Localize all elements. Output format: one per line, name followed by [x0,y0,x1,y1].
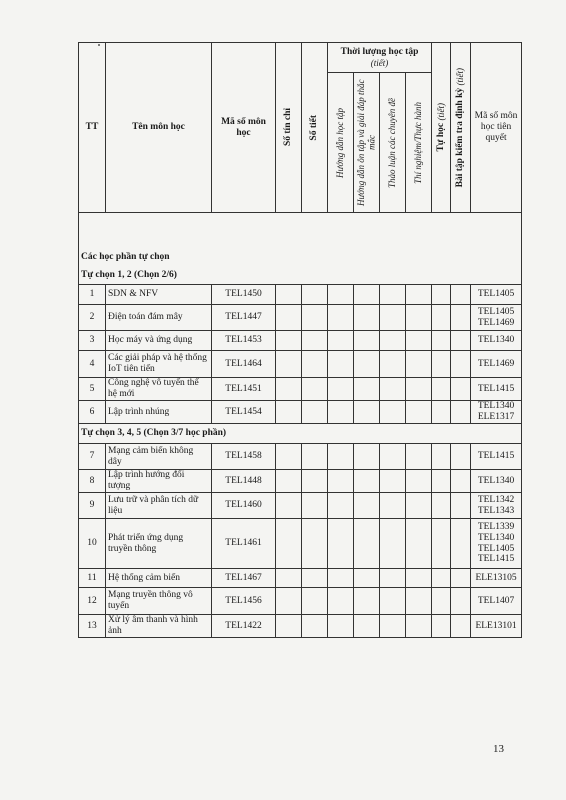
row-empty-cell [354,569,380,588]
row-course-code: TEL1448 [212,470,276,493]
row-empty-cell [328,378,354,401]
row-empty-cell [406,305,432,331]
row-empty-cell [328,493,354,519]
header-review: Hướng dẫn ôn tập và giải đáp thắc mắc [354,73,380,213]
row-empty-cell [451,470,471,493]
row-prereq: TEL1407 [471,588,522,615]
row-tt: 2 [79,305,106,331]
table-row [79,493,522,519]
row-empty-cell [276,569,302,588]
row-empty-cell [276,401,302,424]
table-row [79,519,522,569]
row-course-name: Phát triển ứng dụng truyền thông [106,519,212,569]
header-course-name: Tên môn học [106,43,212,213]
row-empty-cell [354,285,380,305]
row-tt: 13 [79,615,106,638]
row-empty-cell [302,615,328,638]
row-course-code: TEL1461 [212,519,276,569]
row-empty-cell [328,569,354,588]
row-course-name: Các giải pháp và hệ thống IoT tiên tiến [106,351,212,378]
row-empty-cell [380,519,406,569]
row-empty-cell [380,401,406,424]
row-empty-cell [302,569,328,588]
row-empty-cell [302,305,328,331]
row-empty-cell [432,444,451,470]
row-course-name: Xử lý âm thanh và hình ảnh [106,615,212,638]
curriculum-table [78,42,522,638]
row-empty-cell [380,331,406,351]
row-empty-cell [302,378,328,401]
row-course-name: Học máy và ứng dụng [106,331,212,351]
row-course-code: TEL1450 [212,285,276,305]
row-empty-cell [406,351,432,378]
row-empty-cell [451,331,471,351]
row-course-name: Mạng truyền thông vô tuyến [106,588,212,615]
row-empty-cell [432,401,451,424]
row-empty-cell [328,615,354,638]
row-empty-cell [276,493,302,519]
row-empty-cell [380,285,406,305]
row-empty-cell [451,615,471,638]
row-prereq: TEL1415 [471,378,522,401]
row-empty-cell [432,305,451,331]
row-empty-cell [328,588,354,615]
row-empty-cell [406,493,432,519]
group2-title: Tự chọn 3, 4, 5 (Chọn 3/7 học phần) [79,424,522,444]
row-tt: 12 [79,588,106,615]
row-empty-cell [432,588,451,615]
row-empty-cell [432,351,451,378]
row-empty-cell [451,351,471,378]
header-periods: Số tiết [302,43,328,213]
row-empty-cell [432,470,451,493]
row-empty-cell [406,378,432,401]
row-course-code: TEL1460 [212,493,276,519]
row-empty-cell [276,470,302,493]
row-empty-cell [380,569,406,588]
row-empty-cell [302,401,328,424]
row-empty-cell [276,305,302,331]
row-course-name: Lập trình hướng đối tượng [106,470,212,493]
row-empty-cell [380,351,406,378]
row-empty-cell [328,444,354,470]
row-empty-cell [380,493,406,519]
row-empty-cell [276,331,302,351]
row-empty-cell [451,305,471,331]
header-prereq: Mã số môn học tiên quyết [471,43,522,213]
row-empty-cell [276,378,302,401]
row-course-name: Điện toán đám mây [106,305,212,331]
row-empty-cell [451,285,471,305]
table-row [79,615,522,638]
row-empty-cell [406,401,432,424]
row-tt: 6 [79,401,106,424]
row-prereq: TEL1469 [471,351,522,378]
blank-row [79,213,522,249]
header-lab: Thí nghiệm/Thực hành [406,73,432,213]
row-empty-cell [451,519,471,569]
row-empty-cell [276,285,302,305]
row-empty-cell [328,351,354,378]
row-empty-cell [276,519,302,569]
row-empty-cell [354,444,380,470]
row-empty-cell [451,493,471,519]
row-empty-cell [451,588,471,615]
table-row [79,401,522,424]
header-guided: Hướng dẫn học tập [328,73,354,213]
row-empty-cell [432,493,451,519]
row-empty-cell [302,351,328,378]
section-title: Các học phần tự chọn [79,249,522,267]
row-empty-cell [328,519,354,569]
row-empty-cell [380,444,406,470]
row-prereq: TEL1340 [471,331,522,351]
row-empty-cell [354,305,380,331]
row-empty-cell [354,470,380,493]
row-prereq: TEL1339 TEL1340 TEL1405 TEL1415 [471,519,522,569]
row-empty-cell [432,519,451,569]
row-prereq: TEL1342 TEL1343 [471,493,522,519]
row-empty-cell [406,470,432,493]
row-course-code: TEL1467 [212,569,276,588]
row-prereq: ELE13105 [471,569,522,588]
row-empty-cell [302,285,328,305]
row-tt: 11 [79,569,106,588]
row-empty-cell [432,285,451,305]
header-seminar: Thảo luận các chuyên đề [380,73,406,213]
row-prereq: ELE13101 [471,615,522,638]
table-row [79,351,522,378]
row-tt: 7 [79,444,106,470]
row-empty-cell [328,401,354,424]
row-prereq: TEL1340 ELE1317 [471,401,522,424]
row-course-code: TEL1453 [212,331,276,351]
row-course-name: Hệ thống cảm biến [106,569,212,588]
row-prereq: TEL1415 [471,444,522,470]
table-row [79,588,522,615]
row-empty-cell [354,615,380,638]
row-empty-cell [406,588,432,615]
group1-title: Tự chọn 1, 2 (Chọn 2/6) [79,267,522,285]
row-course-name: Công nghệ vô tuyến thế hệ mới [106,378,212,401]
row-empty-cell [328,470,354,493]
row-empty-cell [380,470,406,493]
table-row [79,470,522,493]
row-empty-cell [406,615,432,638]
row-tt: 5 [79,378,106,401]
row-empty-cell [276,588,302,615]
row-empty-cell [354,493,380,519]
row-empty-cell [328,305,354,331]
row-empty-cell [354,519,380,569]
row-tt: 9 [79,493,106,519]
row-prereq: TEL1405 TEL1469 [471,305,522,331]
row-empty-cell [432,331,451,351]
row-empty-cell [328,285,354,305]
row-empty-cell [406,569,432,588]
row-course-name: Lưu trữ và phân tích dữ liệu [106,493,212,519]
row-empty-cell [432,569,451,588]
row-empty-cell [380,588,406,615]
row-course-code: TEL1458 [212,444,276,470]
row-course-name: SDN & NFV [106,285,212,305]
row-empty-cell [406,519,432,569]
table-row [79,331,522,351]
row-empty-cell [451,444,471,470]
row-empty-cell [354,378,380,401]
row-tt: 3 [79,331,106,351]
row-empty-cell [328,331,354,351]
row-tt: 8 [79,470,106,493]
row-empty-cell [406,331,432,351]
table-row [79,285,522,305]
row-tt: 4 [79,351,106,378]
table-row [79,444,522,470]
row-empty-cell [354,588,380,615]
row-empty-cell [432,615,451,638]
row-prereq: TEL1340 [471,470,522,493]
row-empty-cell [406,285,432,305]
row-empty-cell [432,378,451,401]
row-empty-cell [302,588,328,615]
row-empty-cell [354,351,380,378]
row-course-code: TEL1451 [212,378,276,401]
row-empty-cell [276,615,302,638]
table-row [79,378,522,401]
row-empty-cell [354,331,380,351]
header-course-code: Mã số môn học [212,43,276,213]
row-course-name: Mạng cảm biến không dây [106,444,212,470]
row-empty-cell [302,493,328,519]
row-empty-cell [302,470,328,493]
header-study-time: Thời lượng học tập (tiết) [328,43,432,73]
row-empty-cell [302,331,328,351]
row-course-code: TEL1447 [212,305,276,331]
row-empty-cell [451,378,471,401]
row-course-name: Lập trình nhúng [106,401,212,424]
row-empty-cell [302,519,328,569]
row-empty-cell [380,378,406,401]
row-empty-cell [451,569,471,588]
row-empty-cell [406,444,432,470]
row-course-code: TEL1422 [212,615,276,638]
row-empty-cell [451,401,471,424]
row-tt: 10 [79,519,106,569]
row-empty-cell [354,401,380,424]
header-midterm: Bài tập kiểm tra định kỳ (tiết) [451,43,471,213]
row-empty-cell [380,615,406,638]
header-self-study: Tự học (tiết) [432,43,451,213]
row-prereq: TEL1405 [471,285,522,305]
row-course-code: TEL1464 [212,351,276,378]
row-tt: 1 [79,285,106,305]
header-credits: Số tín chỉ [276,43,302,213]
row-empty-cell [302,444,328,470]
row-empty-cell [276,351,302,378]
row-empty-cell [276,444,302,470]
page-number: 13 [493,743,504,755]
row-course-code: TEL1454 [212,401,276,424]
table-row [79,569,522,588]
row-empty-cell [380,305,406,331]
header-tt: TT [79,43,106,213]
row-course-code: TEL1456 [212,588,276,615]
table-row [79,305,522,331]
